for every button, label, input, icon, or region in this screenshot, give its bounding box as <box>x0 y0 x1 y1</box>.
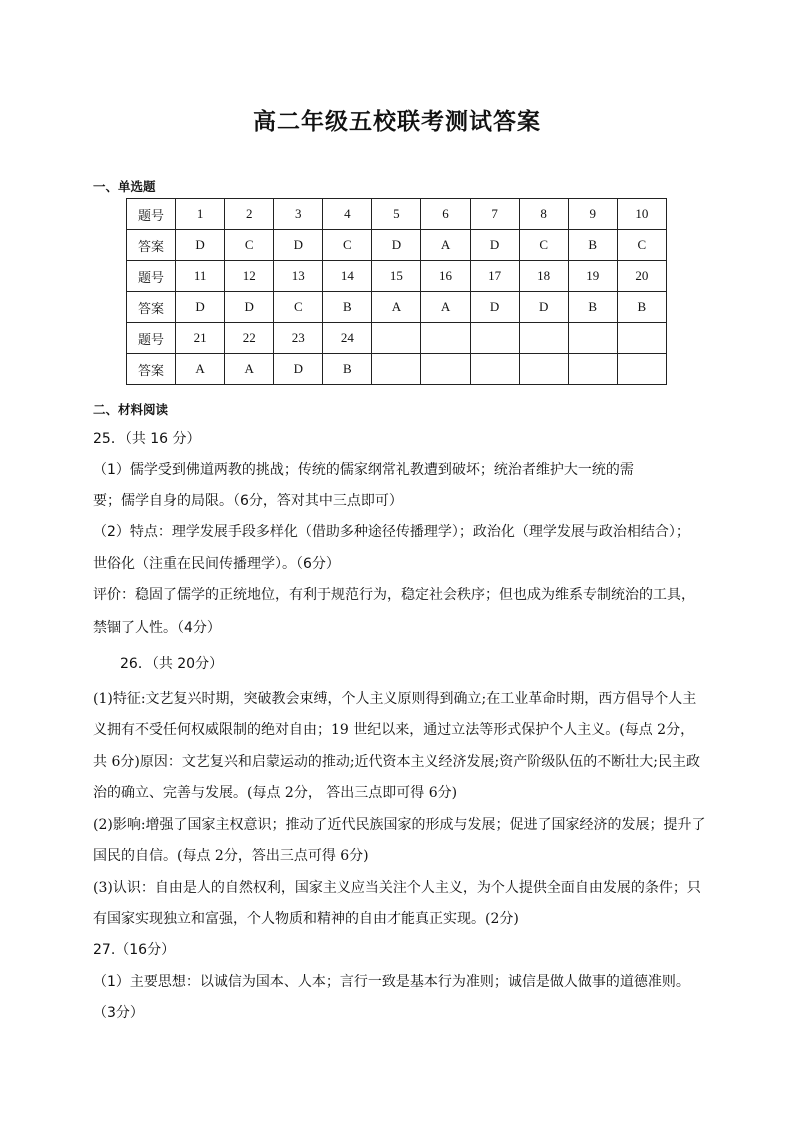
table-row <box>127 292 667 323</box>
table-cell: 10 <box>617 199 666 230</box>
table-cell <box>519 354 568 385</box>
row-label: 答案 <box>127 230 176 261</box>
table-cell: 6 <box>421 199 470 230</box>
section-heading-material-reading: 二、材料阅读 <box>93 402 169 417</box>
row-label: 答案 <box>127 354 176 385</box>
table-cell: B <box>323 292 372 323</box>
table-cell: 5 <box>372 199 421 230</box>
q26-line: (1)特征:文艺复兴时期，突破教会束缚，个人主义原则得到确立;在工业革命时期，西方倡导个人主 <box>93 691 697 707</box>
q25-line: 要；儒学自身的局限。（6分，答对其中三点即可） <box>93 493 403 509</box>
q26-line: 义拥有不受任何权威限制的绝对自由；19 世纪以来，通过立法等形式保护个人主义。(每点 2分， <box>93 722 695 738</box>
table-cell: A <box>372 292 421 323</box>
row-label: 题号 <box>127 323 176 354</box>
table-cell: C <box>519 230 568 261</box>
q25-line: （1）儒学受到佛道两教的挑战；传统的儒家纲常礼教遭到破坏；统治者维护大一统的需 <box>93 462 634 478</box>
table-cell: D <box>274 230 323 261</box>
table-cell <box>372 323 421 354</box>
table-cell: B <box>568 292 617 323</box>
table-cell: A <box>421 292 470 323</box>
table-cell: 1 <box>176 199 225 230</box>
page-title: 高二年级五校联考测试答案 <box>253 108 541 135</box>
table-cell: 4 <box>323 199 372 230</box>
table-cell: D <box>225 292 274 323</box>
table-cell: 20 <box>617 261 666 292</box>
table-cell: D <box>274 354 323 385</box>
table-cell <box>421 323 470 354</box>
q27-line: （3分） <box>93 1005 144 1021</box>
table-cell: 17 <box>470 261 519 292</box>
table-cell: C <box>225 230 274 261</box>
table-cell <box>568 323 617 354</box>
row-label: 答案 <box>127 292 176 323</box>
table-cell: 3 <box>274 199 323 230</box>
table-cell <box>617 323 666 354</box>
section-heading-single-choice: 一、单选题 <box>93 179 156 194</box>
table-cell: 14 <box>323 261 372 292</box>
table-cell: D <box>372 230 421 261</box>
table-cell: D <box>519 292 568 323</box>
table-cell <box>519 323 568 354</box>
q25-line: 评价：稳固了儒学的正统地位，有利于规范行为，稳定社会秩序；但也成为维系专制统治的工具， <box>93 587 695 603</box>
table-cell: 21 <box>176 323 225 354</box>
table-cell: 8 <box>519 199 568 230</box>
q27-heading: 27.（16分） <box>93 942 176 958</box>
table-cell: A <box>421 230 470 261</box>
table-cell: B <box>617 292 666 323</box>
table-cell <box>470 354 519 385</box>
table-cell <box>372 354 421 385</box>
row-label: 题号 <box>127 261 176 292</box>
table-cell: 11 <box>176 261 225 292</box>
q26-heading: 26．（共 20分） <box>120 656 224 672</box>
table-cell: B <box>323 354 372 385</box>
table-cell: 24 <box>323 323 372 354</box>
table-cell: 7 <box>470 199 519 230</box>
table-cell: 12 <box>225 261 274 292</box>
table-row <box>127 199 667 230</box>
q26-line: (2)影响:增强了国家主权意识；推动了近代民族国家的形成与发展；促进了国家经济的发展；提升了 <box>93 817 706 833</box>
row-label: 题号 <box>127 199 176 230</box>
table-cell <box>568 354 617 385</box>
table-cell: A <box>176 354 225 385</box>
table-cell: D <box>176 292 225 323</box>
table-cell: D <box>176 230 225 261</box>
table-row <box>127 230 667 261</box>
table-cell: B <box>568 230 617 261</box>
q26-line: 国民的自信。(每点 2分，答出三点可得 6分) <box>93 848 369 864</box>
q27-line: （1）主要思想：以诚信为国本、人本；言行一致是基本行为准则；诚信是做人做事的道德准则。 <box>93 974 690 990</box>
table-cell: 19 <box>568 261 617 292</box>
table-cell: D <box>470 230 519 261</box>
table-row <box>127 261 667 292</box>
table-cell: 13 <box>274 261 323 292</box>
q26-line: 有国家实现独立和富强，个人物质和精神的自由才能真正实现。(2分) <box>93 911 519 927</box>
q26-line: (3)认识：自由是人的自然权利，国家主义应当关注个人主义，为个人提供全面自由发展的条件；只 <box>93 880 701 896</box>
table-cell: 15 <box>372 261 421 292</box>
table-row <box>127 323 667 354</box>
q25-line: （2）特点：理学发展手段多样化（借助多种途径传播理学）；政治化（理学发展与政治相结合）； <box>93 524 690 540</box>
table-cell <box>470 323 519 354</box>
table-cell: C <box>323 230 372 261</box>
table-cell: 2 <box>225 199 274 230</box>
table-cell: 18 <box>519 261 568 292</box>
answer-table <box>126 198 667 385</box>
table-cell: A <box>225 354 274 385</box>
q25-line: 世俗化（注重在民间传播理学）。（6分） <box>93 556 340 572</box>
table-cell: D <box>470 292 519 323</box>
q26-line: 治的确立、完善与发展。(每点 2分， 答出三点即可得 6分) <box>93 785 458 801</box>
q25-line: 禁锢了人性。（4分） <box>93 620 221 636</box>
table-cell: 23 <box>274 323 323 354</box>
table-cell: 9 <box>568 199 617 230</box>
table-row <box>127 354 667 385</box>
table-cell: 16 <box>421 261 470 292</box>
q25-heading: 25．（共 16 分） <box>93 431 201 447</box>
q26-line: 共 6分)原因：文艺复兴和启蒙运动的推动;近代资本主义经济发展;资产阶级队伍的不断壮大;民主政 <box>93 754 700 770</box>
table-cell <box>617 354 666 385</box>
table-cell: C <box>274 292 323 323</box>
table-cell <box>421 354 470 385</box>
table-cell: C <box>617 230 666 261</box>
table-cell: 22 <box>225 323 274 354</box>
